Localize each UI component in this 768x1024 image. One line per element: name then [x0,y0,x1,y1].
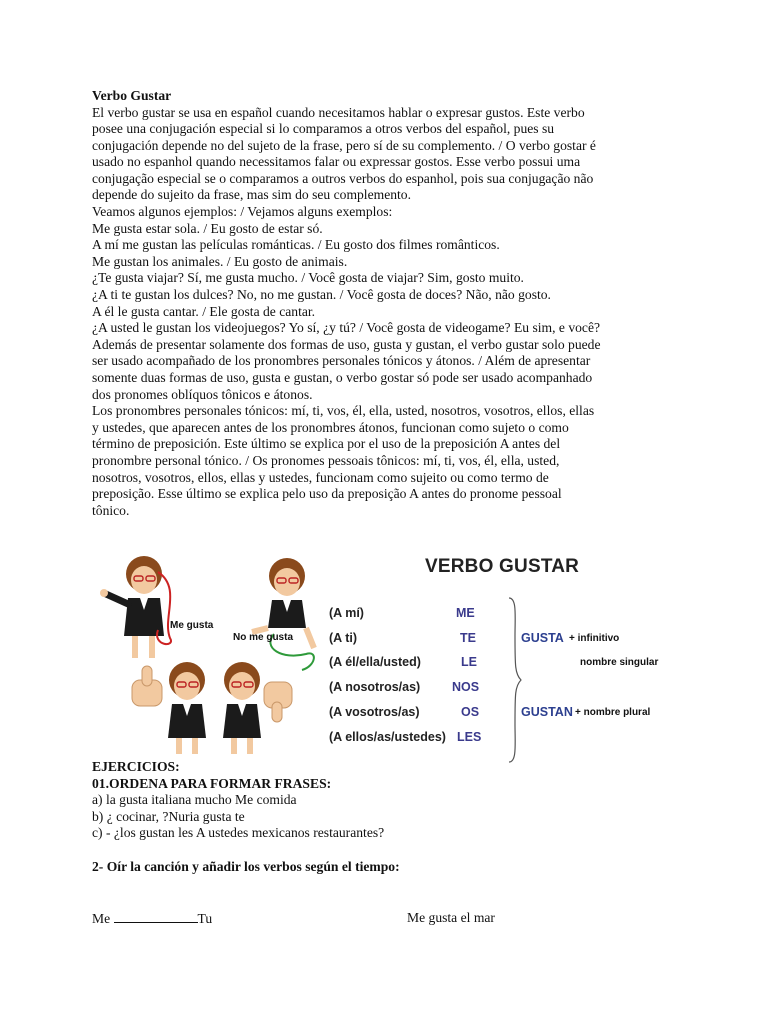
pronoun-row-4: (A nosotros/as) [329,680,421,694]
text-line: ¿A usted le gustan los videojuegos? Yo sí, ¿y tú? / Você gosta de videogame? Eu sim, e você? [92,320,601,336]
text-line: ¿A ti te gustan los dulces? No, no me gustan. / Você gosta de doces? Não, não gosto. [92,287,551,303]
right-brace-icon [505,596,525,764]
text-line: y ustedes, que aparecen antes de los pronombres átonos, funcionan como sujeto o como [92,419,569,435]
text-line: término de preposición. Este último se explica por el uso de la preposición A antes del [92,436,561,452]
text-line: A mí me gustan las películas románticas. / Eu gosto dos filmes românticos. [92,237,500,253]
exercise-item-a: a) la gusta italiana mucho Me comida [92,792,297,807]
exercise-item-b: b) ¿ cocinar, ?Nuria gusta te [92,808,245,824]
gustan-label: GUSTAN [521,705,573,719]
text-line: El verbo gustar se usa en español cuando necesitamos hablar o expresar gustos. Este verbo [92,104,585,120]
pronoun-row-3: (A él/ella/usted) [329,655,421,669]
caption-me-gusta: Me gusta [170,620,214,631]
text-line: Me gusta estar sola. / Eu gosto de estar só. [92,220,323,236]
main-text [92,88,682,519]
gustar-infographic [92,548,682,760]
gustan-plural-rule: + nombre plural [575,707,651,718]
pronoun-row-6: (A ellos/as/ustedes) [329,730,446,744]
businesswomen-illustration [92,548,332,760]
song-left-end: Tu [197,911,213,926]
object-pronoun-2: TE [460,631,476,645]
question-1-heading: 01.ORDENA PARA FORMAR FRASES: [92,776,332,791]
song-line-left [92,910,212,927]
pronoun-row-5: (A vosotros/as) [329,705,420,719]
page-title: Verbo Gustar [92,88,172,103]
text-line: nosotros, vosotros, ellos, ellas y ustedes, funcionam como sujeito ou como termo de [92,469,549,485]
woman-pointing-icon [100,556,164,658]
pronoun-row-1: (A mí) [329,606,364,620]
exercise-item-c: c) - ¿los gustan les A ustedes mexicanos restaurantes? [92,825,385,841]
text-line: depende do sujeito da frase, mas sim do seu complemento. [92,187,411,203]
text-line: posee una conjugación especial si lo comparamos a otros verbos del español, pues su [92,121,555,137]
question-2-heading: 2- Oír la canción y añadir los verbos según el tiempo: [92,859,400,874]
text-line: somente duas formas de uso, gusta e gustan, o verbo gostar só pode ser usado acompanhado [92,370,593,385]
text-line: dos pronomes oblíquos tônicos e átonos. [92,386,313,402]
text-line: A él le gusta cantar. / Ele gosta de cantar. [92,303,316,319]
object-pronoun-4: NOS [452,680,480,694]
exercises-section [92,758,692,842]
text-line: Además de presentar solamente dos formas de uso, gusta y gustan, el verbo gustar solo puede [92,336,601,352]
song-left-start: Me [92,911,114,926]
text-line: usado no espanhol quando necessitamos falar ou expressar gostos. Esse verbo possui uma [92,154,581,170]
text-line: conjugación depende no del sujeto de la frase, pero sí de su complemento. / O verbo gostar é [92,137,596,153]
text-line: ¿Te gusta viajar? Sí, me gusta mucho. / Você gosta de viajar? Sim, gosto muito. [92,270,524,286]
object-pronoun-6: LES [457,730,482,744]
woman-thumbs-up-icon [132,662,206,754]
object-pronoun-5: OS [461,705,480,719]
woman-thumbs-down-icon [223,662,292,754]
gusta-infinitivo-rule: + infinitivo [569,633,620,644]
text-line: tônico. [92,502,130,518]
object-pronoun-1: ME [456,606,475,620]
text-line: Veamos algunos ejemplos: / Vejamos alguns exemplos: [92,204,393,220]
text-line: ser usado acompañado de los pronombres personales tónicos y átonos. / Além de apresentar [92,353,591,369]
caption-no-me-gusta: No me gusta [233,632,294,643]
object-pronoun-3: LE [461,655,477,669]
text-line: Los pronombres personales tónicos: mí, ti, vos, él, ella, usted, nosotros, vosotros, ellos, ellas [92,403,595,419]
text-line: pronombre personal tónico. / Os pronomes pessoais tônicos: mí, ti, vos, él, ella, usted, [92,452,560,468]
infographic-title: VERBO GUSTAR [425,556,580,577]
text-line: preposição. Esse último se explica pelo uso da preposição A antes do pronome pessoal [92,486,562,502]
text-line: conjugação especial se o comparamos a outros verbos do espanhol, pois sua conjugação não [92,170,594,186]
exercises-heading: EJERCICIOS: [92,759,180,774]
song-line-right: Me gusta el mar [407,910,495,925]
gusta-label: GUSTA [521,631,564,645]
gusta-singular-rule: nombre singular [580,657,659,668]
intro-paragraph [92,105,682,520]
pronoun-row-2: (A ti) [329,631,357,645]
fill-in-blank[interactable] [114,910,198,923]
text-line: Me gustan los animales. / Eu gosto de animais. [92,253,348,269]
